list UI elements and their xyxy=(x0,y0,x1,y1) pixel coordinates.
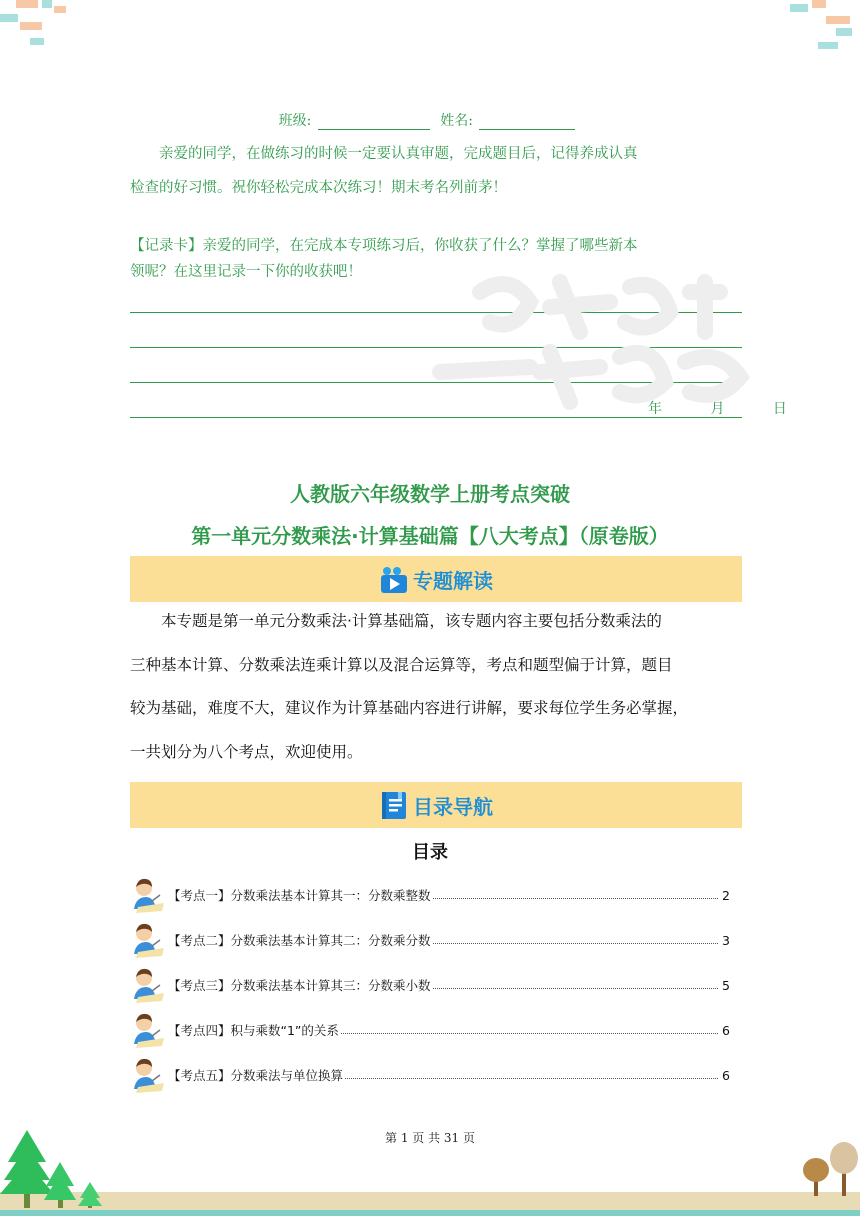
interpretation-line-4: 一共划分为八个考点，欢迎使用。 xyxy=(130,742,363,761)
toc-title: 目录 xyxy=(412,842,448,863)
section-band-interpretation xyxy=(130,556,742,602)
toc-leader xyxy=(345,1078,718,1079)
record-card-line-2: 领呢？在这里记录一下你的收获吧！ xyxy=(130,264,362,280)
interpretation-line-2: 三种基本计算、分数乘法连乘计算以及混合运算等，考点和题型偏于计算，题目 xyxy=(130,655,673,674)
toc-leader xyxy=(433,988,719,989)
record-card-line-1: 【记录卡】亲爱的同学，在完成本专项练习后，你收获了什么？掌握了哪些新本 xyxy=(130,238,638,254)
toc-page-number: 2 xyxy=(722,887,730,903)
toc-item-3[interactable] xyxy=(130,965,730,1005)
round-trees-icon xyxy=(798,1134,860,1198)
student-avatar-icon xyxy=(130,1010,166,1050)
name-field[interactable] xyxy=(479,115,575,130)
toc-leader xyxy=(433,898,719,899)
toc-page-number: 6 xyxy=(722,1022,730,1038)
toc-label: 【考点三】分数乘法基本计算其三：分数乘小数 xyxy=(168,978,431,993)
ground-strip xyxy=(0,1192,860,1210)
sub-title: 第一单元分数乘法·计算基础篇【八大考点】（原卷版） xyxy=(191,524,669,548)
date-label: 年 月 日 xyxy=(648,401,809,417)
student-avatar-icon xyxy=(130,965,166,1005)
toc-page-number: 3 xyxy=(722,932,730,948)
intro-paragraph xyxy=(130,137,742,205)
toc-page-number: 5 xyxy=(722,977,730,993)
page-footer: 第 1 页 共 31 页 xyxy=(385,1131,475,1145)
toc-label: 【考点四】积与乘数“1”的关系 xyxy=(168,1023,339,1038)
interpretation-body xyxy=(130,600,742,774)
name-label: 姓名: xyxy=(440,113,473,129)
toc-label: 【考点五】分数乘法与单位换算 xyxy=(168,1068,344,1083)
pine-trees-icon xyxy=(0,1128,110,1210)
section-heading-navigation: 目录导航 xyxy=(413,794,493,819)
student-avatar-icon xyxy=(130,1055,166,1095)
main-title: 人教版六年级数学上册考点突破 xyxy=(290,482,570,506)
toc-page-number: 6 xyxy=(722,1067,730,1083)
toc-item-1[interactable] xyxy=(130,875,730,915)
toc-item-5[interactable] xyxy=(130,1055,730,1095)
toc-item-4[interactable] xyxy=(130,1010,730,1050)
ground-border xyxy=(0,1210,860,1216)
book-icon xyxy=(379,790,409,820)
interpretation-line-1: 本专题是第一单元分数乘法·计算基础篇，该专题内容主要包括分数乘法的 xyxy=(161,612,662,630)
section-heading-interpretation: 专题解读 xyxy=(413,568,493,593)
toc-label: 【考点一】分数乘法基本计算其一：分数乘整数 xyxy=(168,888,431,903)
toc-leader xyxy=(433,943,719,944)
student-info-line xyxy=(0,110,860,130)
toc-leader xyxy=(341,1033,718,1034)
video-icon xyxy=(379,564,409,594)
intro-line-2: 检查的好习惯。祝你轻松完成本次练习！期末考名列前茅！ xyxy=(130,180,507,196)
section-band-navigation xyxy=(130,782,742,828)
toc-item-2[interactable] xyxy=(130,920,730,960)
class-field[interactable] xyxy=(318,115,430,130)
toc-label: 【考点二】分数乘法基本计算其二：分数乘分数 xyxy=(168,933,431,948)
interpretation-line-3: 较为基础，难度不大，建议作为计算基础内容进行讲解，要求每位学生务必掌握， xyxy=(130,699,689,717)
student-avatar-icon xyxy=(130,920,166,960)
student-avatar-icon xyxy=(130,875,166,915)
watermark-logo xyxy=(420,262,770,412)
intro-line-1: 亲爱的同学，在做练习的时候一定要认真审题，完成题目后，记得养成认真 xyxy=(159,146,638,162)
class-label: 班级: xyxy=(278,113,312,129)
